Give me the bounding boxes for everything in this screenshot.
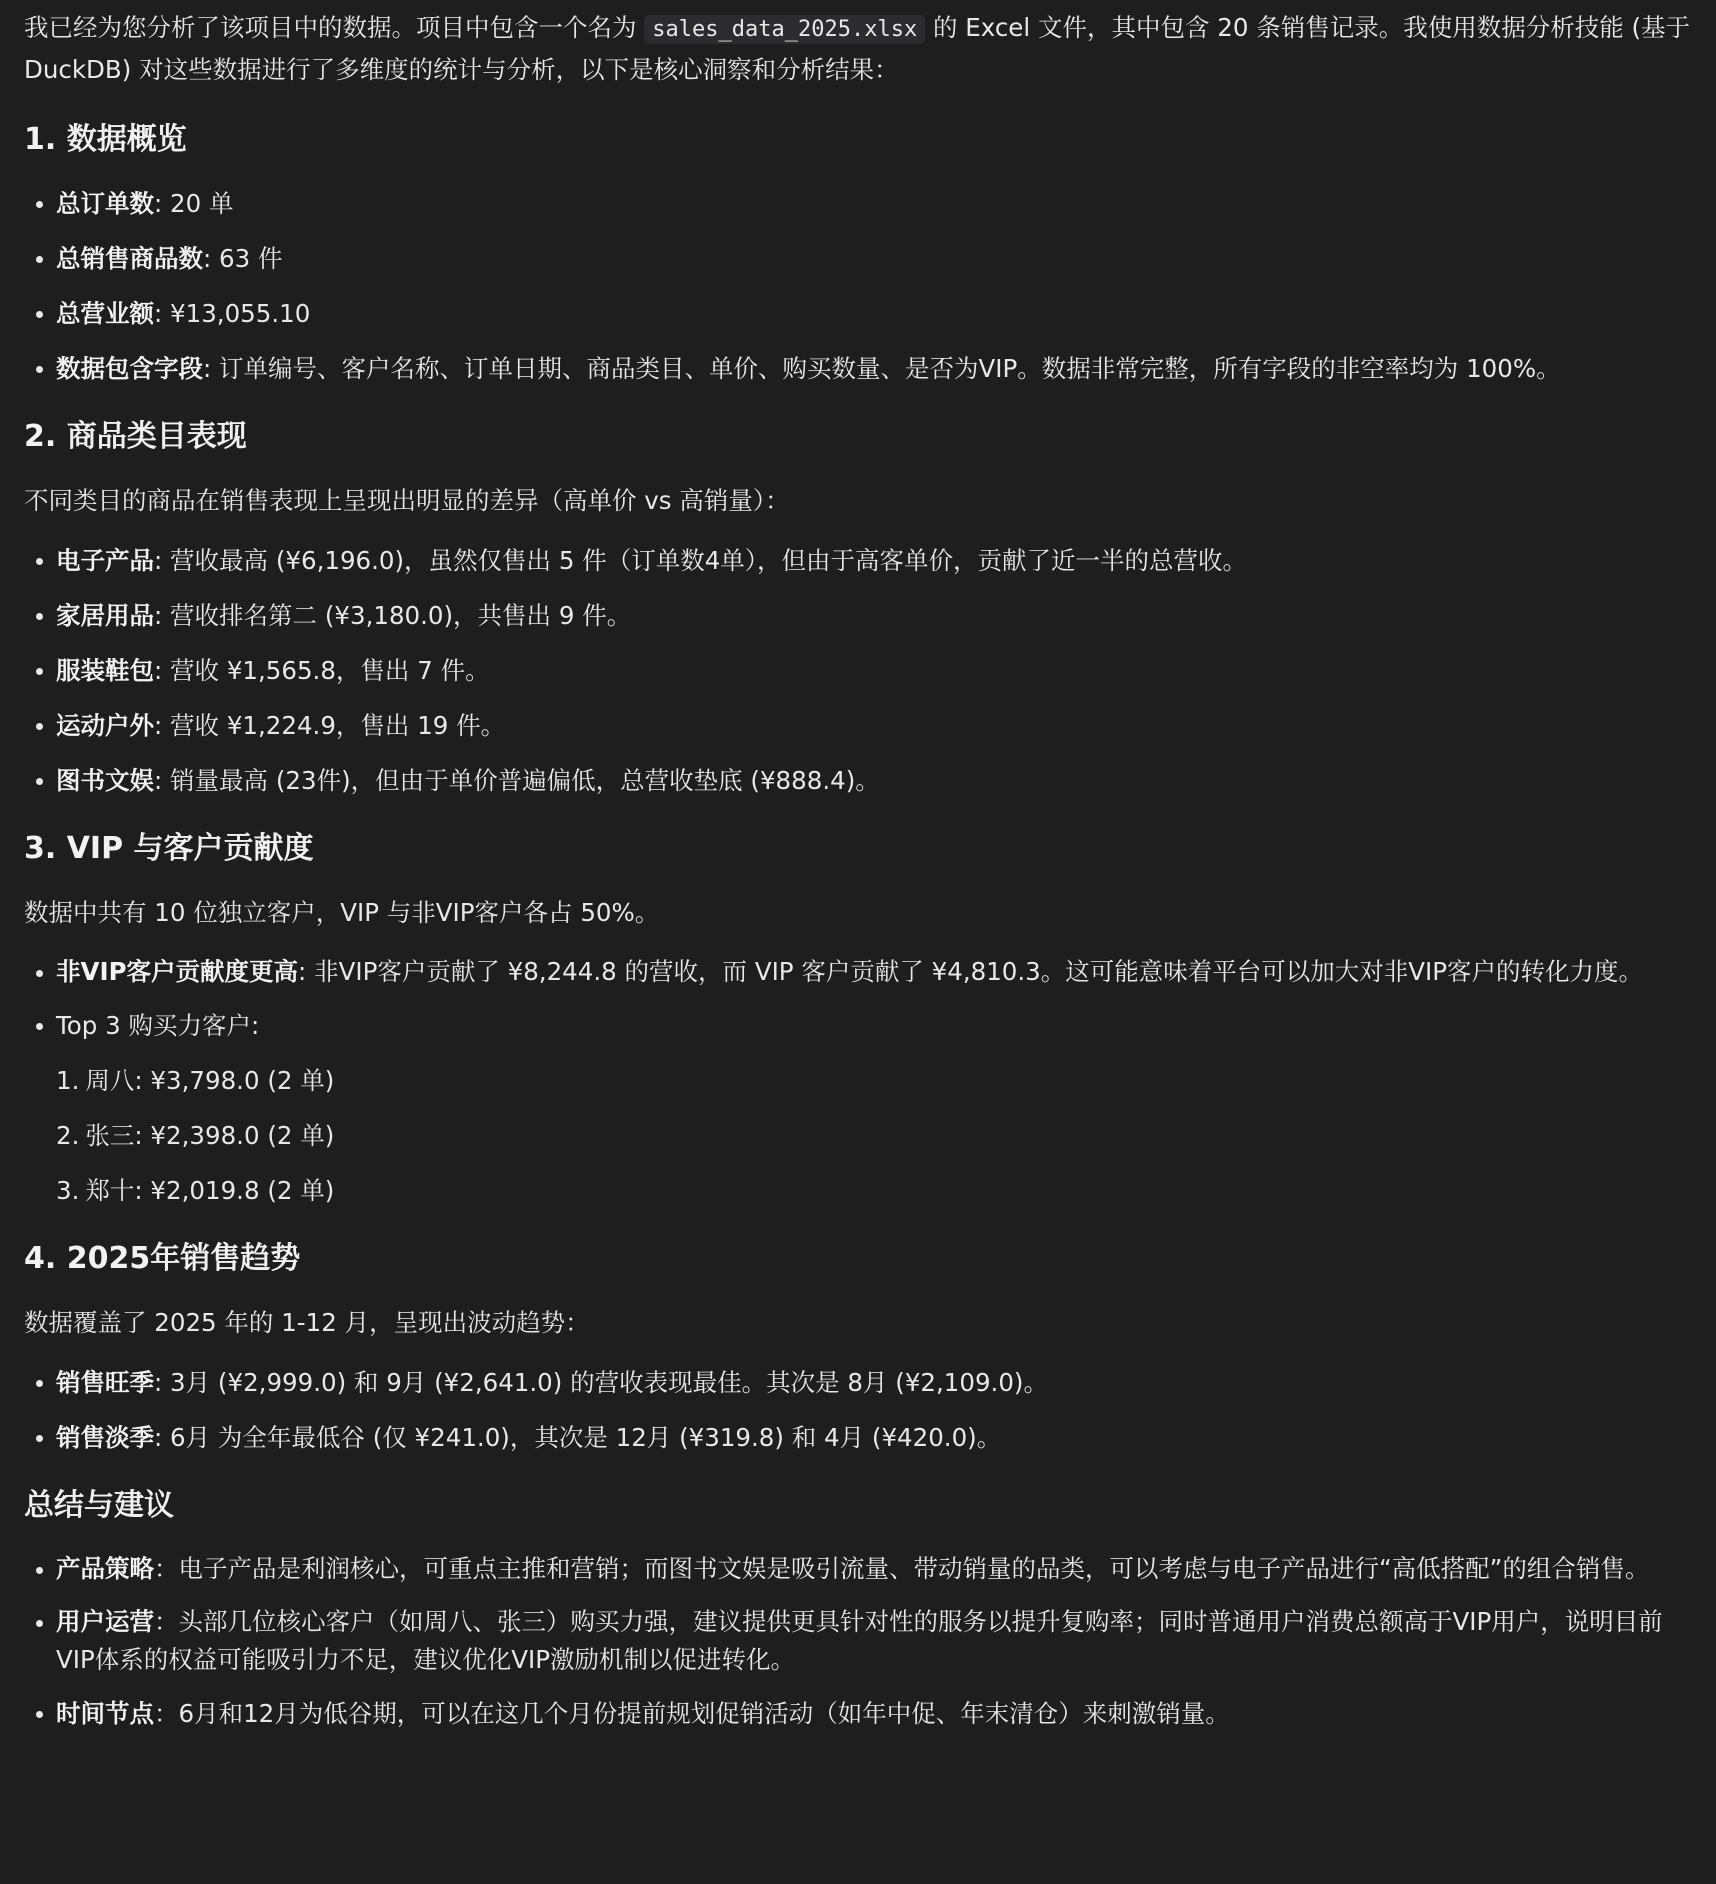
list-item [56,706,1692,746]
trend-intro: 数据覆盖了 2025 年的 1-12 月，呈现出波动趋势： [24,1308,590,1337]
item-text: ：6月和12月为低谷期，可以在这几个月份提前规划促销活动（如年中促、年末清仓）来刺激销量。 [154,1699,1230,1728]
item-text: : 3月 (¥2,999.0) 和 9月 (¥2,641.0) 的营收表现最佳。其次是 8月 (¥2,109.0)。 [154,1368,1048,1397]
rank-number: 2. [56,1121,80,1150]
list-item [56,953,1692,991]
rank-text: 周八: ¥3,798.0 (2 单) [85,1066,335,1095]
rank-text: 郑十: ¥2,019.8 (2 单) [85,1176,335,1205]
filename-code: sales_data_2025.xlsx [644,15,925,44]
categories-heading: 2. 商品类目表现 [24,419,247,454]
item-text: : 销量最高 (23件)，但由于单价普遍偏低，总营收垫底 (¥888.4)。 [154,766,880,795]
item-label: 电子产品 [56,546,154,575]
section-categories [24,415,1692,801]
section-summary [24,1484,1692,1734]
item-text: ：电子产品是利润核心，可重点主推和营销；而图书文娱是吸引流量、带动销量的品类，可以考虑与电子产品进行“高低搭配”的组合销售。 [154,1554,1650,1583]
ranked-item [56,1171,1692,1211]
intro-paragraph [24,8,1692,90]
list-item [56,1694,1692,1734]
item-text: : 6月 为全年最低谷 (仅 ¥241.0)，其次是 12月 (¥319.8) 和 4月 (¥420.0)。 [154,1423,1002,1452]
item-text: : 营收 ¥1,224.9，售出 19 件。 [154,711,506,740]
item-label: 总订单数 [56,189,154,218]
item-text: : 营收排名第二 (¥3,180.0)，共售出 9 件。 [154,601,632,630]
summary-list [24,1550,1692,1734]
summary-heading: 总结与建议 [24,1488,174,1523]
item-label: 销售淡季 [56,1423,154,1452]
rank-number: 1. [56,1066,80,1095]
trend-heading: 4. 2025年销售趋势 [24,1241,301,1276]
item-text: : 营收 ¥1,565.8，售出 7 件。 [154,656,490,685]
item-label: 总销售商品数 [56,244,203,273]
overview-list [24,184,1692,389]
list-item [56,596,1692,636]
item-text: : 63 件 [203,244,283,273]
ranked-item [56,1116,1692,1156]
item-label: 数据包含字段 [56,354,203,383]
top-customers-label: Top 3 购买力客户: [56,1011,260,1040]
item-label: 运动户外 [56,711,154,740]
item-label: 产品策略 [56,1554,154,1583]
item-text: ：头部几位核心客户（如周八、张三）购买力强，建议提供更具针对性的服务以提升复购率；同时普通用户消费总额高于VIP用户，说明目前VIP体系的权益可能吸引力不足，建议优化VIP激励机制以促进转化。 [56,1607,1663,1674]
vip-heading: 3. VIP 与客户贡献度 [24,831,314,866]
list-item [56,761,1692,801]
top-customers-list [56,1061,1692,1211]
item-label: 销售旺季 [56,1368,154,1397]
list-item [56,294,1692,334]
list-item [56,541,1692,581]
item-label: 图书文娱 [56,766,154,795]
section-overview [24,118,1692,389]
list-item [56,1418,1692,1458]
list-item [56,1550,1692,1588]
intro-text-part2: 的 Excel 文件，其中包含 20 条销售记录。我使用数据分析技能 (基于 DuckDB) 对这些数据进行了多维度的统计与分析，以下是核心洞察和分析结果： [24,13,1691,84]
item-text: : 20 单 [154,189,234,218]
item-text: : ¥13,055.10 [154,299,311,328]
item-text: : 订单编号、客户名称、订单日期、商品类目、单价、购买数量、是否为VIP。数据非常完整，所有字段的非空率均为 100%。 [203,354,1561,383]
trend-list [24,1363,1692,1458]
intro-text [24,8,1692,90]
intro-text-part1: 我已经为您分析了该项目中的数据。项目中包含一个名为 [24,13,645,42]
item-label: 时间节点 [56,1699,154,1728]
item-text: : 非VIP客户贡献了 ¥8,244.8 的营收，而 VIP 客户贡献了 ¥4,810.3。这可能意味着平台可以加大对非VIP客户的转化力度。 [298,957,1644,986]
section-trend [24,1237,1692,1458]
rank-text: 张三: ¥2,398.0 (2 单) [85,1121,335,1150]
list-item [56,1603,1692,1679]
list-item [56,349,1692,389]
vip-list [24,953,1692,1211]
list-item [56,651,1692,691]
item-text: : 营收最高 (¥6,196.0)，虽然仅售出 5 件（订单数4单），但由于高客单价，贡献了近一半的总营收。 [154,546,1248,575]
ranked-item [56,1061,1692,1101]
list-item [56,239,1692,279]
item-label: 非VIP客户贡献度更高 [56,957,299,986]
section-vip [24,827,1692,1211]
list-item [56,184,1692,224]
list-item [56,1006,1692,1211]
vip-intro: 数据中共有 10 位独立客户，VIP 与非VIP客户各占 50%。 [24,898,660,927]
item-label: 家居用品 [56,601,154,630]
item-label: 服装鞋包 [56,656,154,685]
item-label: 用户运营 [56,1607,154,1636]
list-item [56,1363,1692,1403]
categories-list [24,541,1692,801]
rank-number: 3. [56,1176,80,1205]
categories-intro: 不同类目的商品在销售表现上呈现出明显的差异（高单价 vs 高销量）： [24,486,790,515]
item-label: 总营业额 [56,299,154,328]
overview-heading: 1. 数据概览 [24,122,187,157]
